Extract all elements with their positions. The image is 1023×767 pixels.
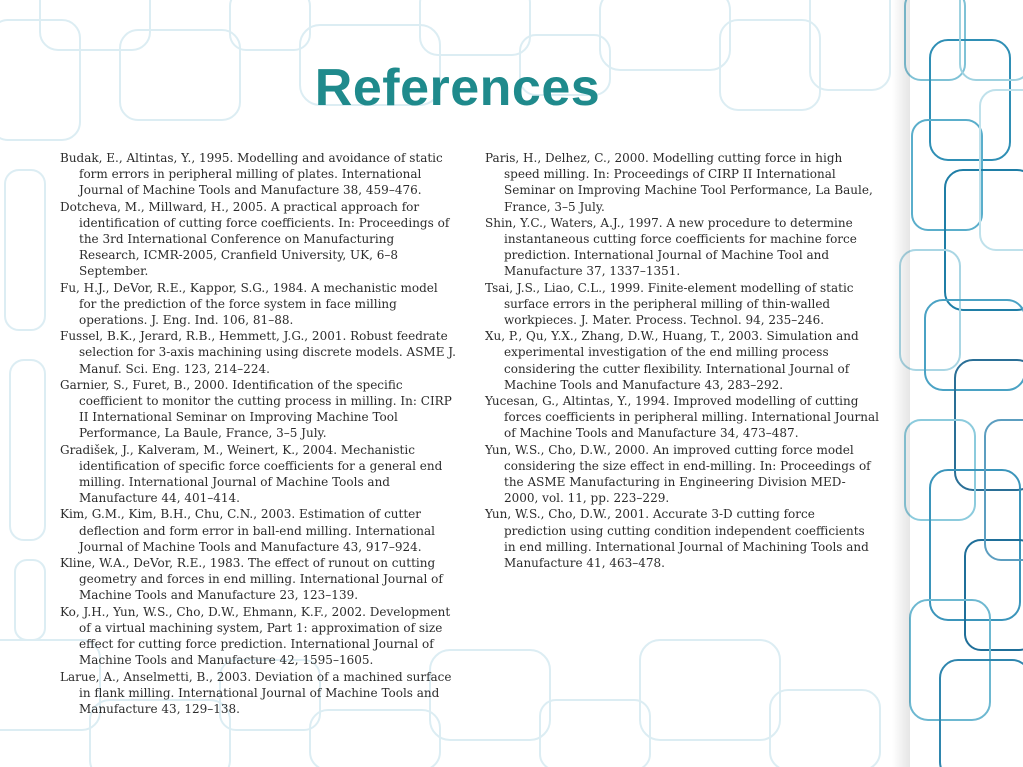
reference-entry: Gradišek, J., Kalveram, M., Weinert, K., 2004. Mechanistic identification of specific force coefficients for a general end milling. International Journal of Machine Tools and Manufacture 44, 401–414. bbox=[60, 442, 443, 506]
reference-entry: Shin, Y.C., Waters, A.J., 1997. A new procedure to determine instantaneous cutting force coefficients for machine force prediction. International Journal of Machine Tool and Manufacture 37, 1337–1351. bbox=[485, 215, 857, 279]
reference-entry: Kline, W.A., DeVor, R.E., 1983. The effect of runout on cutting geometry and forces in end milling. International Journal of Machine Tools and Manufacture 23, 123–139. bbox=[60, 556, 443, 603]
reference-entry: Budak, E., Altintas, Y., 1995. Modelling and avoidance of static form errors in peripheral milling of plates. International Journal of Machine Tools and Manufacture 38, 459–476. bbox=[60, 151, 443, 198]
references-left-column bbox=[60, 150, 458, 717]
reference-entry: Larue, A., Anselmetti, B., 2003. Deviation of a machined surface in flank milling. International Journal of Machine Tools and Manufacture 43, 129–138. bbox=[60, 669, 452, 716]
reference-entry: Garnier, S., Furet, B., 2000. Identification of the specific coefficient to monitor the cutting process in milling. In: CIRP II International Seminar on Improving Machine Tool Performance, La Baule, France, 3–5 July. bbox=[60, 377, 452, 441]
reference-entry: Yun, W.S., Cho, D.W., 2001. Accurate 3-D cutting force prediction using cutting condition independent coefficients in end milling. International Journal of Machining Tools and Manufacture 41, 463–478. bbox=[485, 507, 869, 571]
reference-entry: Ko, J.H., Yun, W.S., Cho, D.W., Ehmann, K.F., 2002. Development of a virtual machining system, Part 1: approximation of size effect for cutting force prediction. International Journal of Machine Tools and Manufacture 42, 1595–1605. bbox=[60, 604, 451, 668]
reference-entry: Tsai, J.S., Liao, C.L., 1999. Finite-element modelling of static surface errors in the peripheral milling of thin-walled workpieces. J. Mater. Process. Technol. 94, 235–246. bbox=[485, 280, 854, 328]
references-right-column bbox=[485, 150, 880, 571]
reference-entry: Yucesan, G., Altintas, Y., 1994. Improved modelling of cutting forces coefficients in peripheral milling. International Journal of Machine Tools and Manufacture 34, 473–487. bbox=[485, 394, 880, 441]
reference-entry: Paris, H., Delhez, C., 2000. Modelling cutting force in high speed milling. In: Proceedings of CIRP II International Seminar on Improving Machine Tool Performance, La Baule, France, 3–5 July. bbox=[485, 151, 873, 214]
reference-entry: Kim, G.M., Kim, B.H., Chu, C.N., 2003. Estimation of cutter deflection and form error in ball-end milling. International Journal of Machine Tools and Manufacture 43, 917–924. bbox=[60, 507, 436, 554]
page-title: References bbox=[314, 59, 601, 117]
reference-entry: Fu, H.J., DeVor, R.E., Kappor, S.G., 1984. A mechanistic model for the prediction of the force system in face milling operations. J. Eng. Ind. 106, 81–88. bbox=[60, 280, 438, 328]
reference-entry: Dotcheva, M., Millward, H., 2005. A practical approach for identification of cutting force coefficients. In: Proceedings of the 3rd International Conference on Manufacturing Research, ICMR-2005, Cranfield University, UK, 6–8 September. bbox=[60, 199, 450, 279]
reference-entry: Yun, W.S., Cho, D.W., 2000. An improved cutting force model considering the size effect in end-milling. In: Proceedings of the ASME Manufacturing in Engineering Division MED-2000, vol. 11, pp. 223–229. bbox=[485, 442, 871, 506]
reference-entry: Xu, P., Qu, Y.X., Zhang, D.W., Huang, T., 2003. Simulation and experimental investigation of the end milling process considering the cutter flexibility. International Journal of Machine Tools and Manufacture 43, 283–292. bbox=[485, 329, 859, 392]
reference-entry: Fussel, B.K., Jerard, R.B., Hemmett, J.G., 2001. Robust feedrate selection for 3-axis machining using discrete models. ASME J. Manuf. Sci. Eng. 123, 214–224. bbox=[60, 329, 456, 376]
